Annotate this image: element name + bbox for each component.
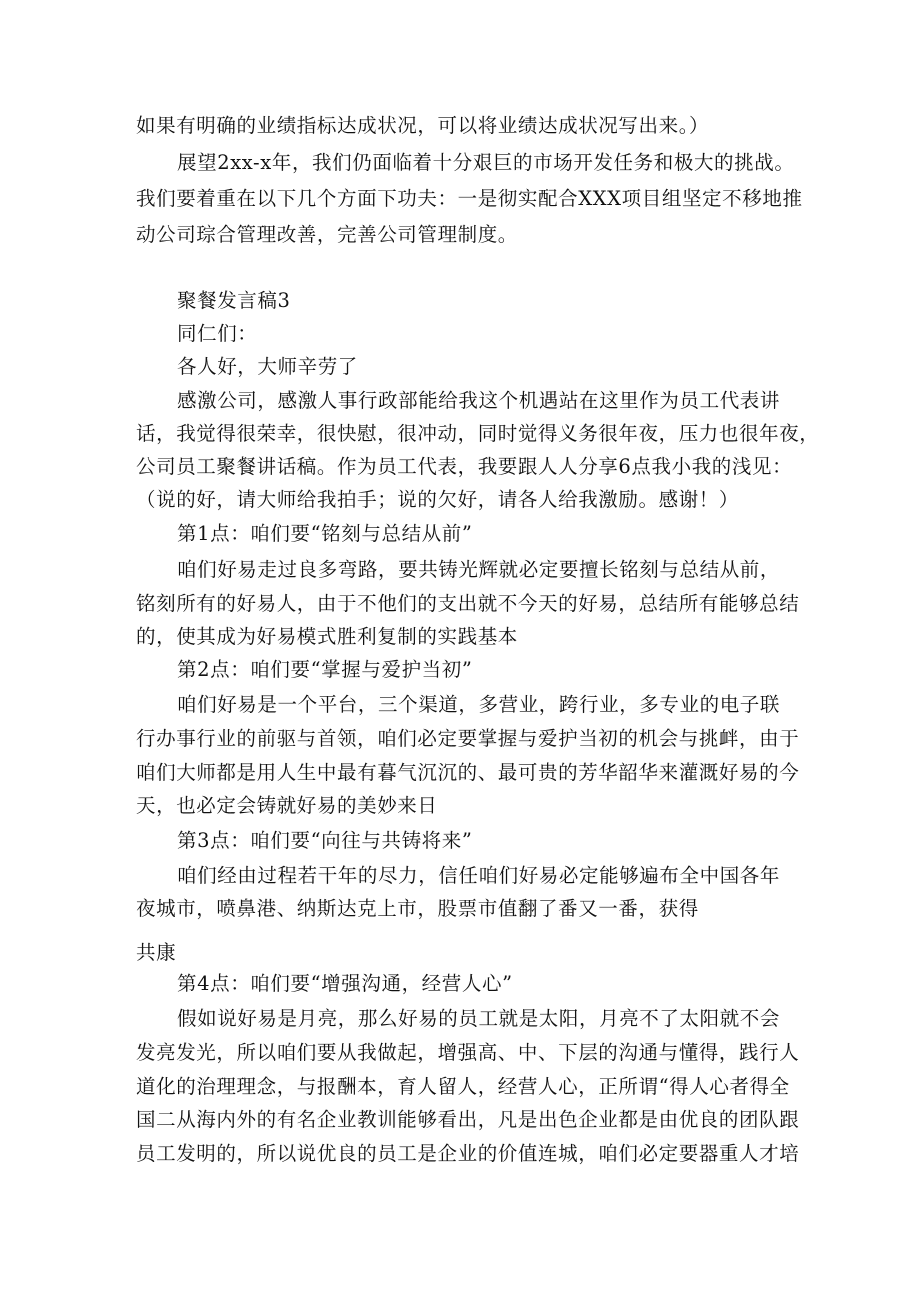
paragraph-line: 铭刻所有的好易人，由于不他们的支出就不今天的好易，总结所有能够总结 xyxy=(136,592,800,615)
paragraph-line: 道化的治理理念，与报酬本，育人留人，经营人心，正所谓“得人心者得全 xyxy=(136,1075,790,1098)
paragraph-line: 我们要着重在以下几个方面下功夫：一是彻实配合XXX项目组坚定不移地推 xyxy=(136,187,803,210)
greeting: 各人好，大师辛劳了 xyxy=(177,355,358,378)
paragraph-line: 展望2xx-x年，我们仍面临着十分艰巨的市场开发任务和极大的挑战。 xyxy=(177,151,795,174)
point-heading-4: 第4点：咱们要“增强沟通，经营人心” xyxy=(177,972,513,995)
salutation: 同仁们： xyxy=(177,322,258,345)
paragraph-line: 咱们大师都是用人生中最有暮气沉沉的、最可贵的芳华韶华来灌溉好易的今 xyxy=(136,761,800,784)
paragraph-line: 公司员工聚餐讲话稿。作为员工代表，我要跟人人分享6点我小我的浅见： xyxy=(136,455,793,478)
paragraph-line: 天，也必定会铸就好易的美妙来日 xyxy=(136,794,438,817)
paragraph-line: （说的好，请大师给我拍手；说的欠好，请各人给我激励。感谢！） xyxy=(136,488,740,511)
paragraph-line: 如果有明确的业绩指标达成状况，可以将业绩达成状况写出来。） xyxy=(136,114,710,137)
paragraph-line: 发亮发光，所以咱们要从我做起，增强高、中、下层的沟通与懂得，践行人 xyxy=(136,1041,800,1064)
paragraph-line: 行办事行业的前驱与首领，咱们必定要掌握与爱护当初的机会与挑衅，由于 xyxy=(136,727,800,750)
paragraph-line: 夜城市，喷鼻港、纳斯达克上市，股票市值翻了番又一番，获得 xyxy=(136,897,699,920)
paragraph-line: 国二从海内外的有名企业教训能够看出，凡是出色企业都是由优良的团队跟 xyxy=(136,1108,800,1131)
paragraph-line: 共康 xyxy=(136,941,177,964)
point-heading-1: 第1点：咱们要“铭刻与总结从前” xyxy=(177,522,473,545)
paragraph-line: 员工发明的，所以说优良的员工是企业的价值连城，咱们必定要器重人才培 xyxy=(136,1142,800,1165)
section-title: 聚餐发言稿3 xyxy=(177,289,291,312)
point-heading-2: 第2点：咱们要“掌握与爱护当初” xyxy=(177,658,473,681)
paragraph-line: 话，我觉得很荣幸，很快慰，很冲动，同时觉得义务很年夜，压力也很年夜， xyxy=(136,422,820,445)
paragraph-line: 感激公司，感激人事行政部能给我这个机遇站在这里作为员工代表讲 xyxy=(177,389,781,412)
paragraph-line: 的，使其成为好易模式胜利复制的实践基本 xyxy=(136,625,518,648)
paragraph-line: 咱们经由过程若干年的尽力，信任咱们好易必定能够遍布全中国各年 xyxy=(177,864,781,887)
paragraph-line: 动公司琮合管理改善，完善公司管理制度。 xyxy=(136,223,518,246)
paragraph-line: 咱们好易是一个平台，三个渠道，多营业，跨行业，多专业的电子联 xyxy=(177,693,781,716)
paragraph-line: 咱们好易走过良多弯路，要共铸光辉就必定要擅长铭刻与总结从前， xyxy=(177,558,781,581)
point-heading-3: 第3点：咱们要“向往与共铸将来” xyxy=(177,829,473,852)
paragraph-line: 假如说好易是月亮，那么好易的员工就是太阳，月亮不了太阳就不会 xyxy=(177,1007,781,1030)
